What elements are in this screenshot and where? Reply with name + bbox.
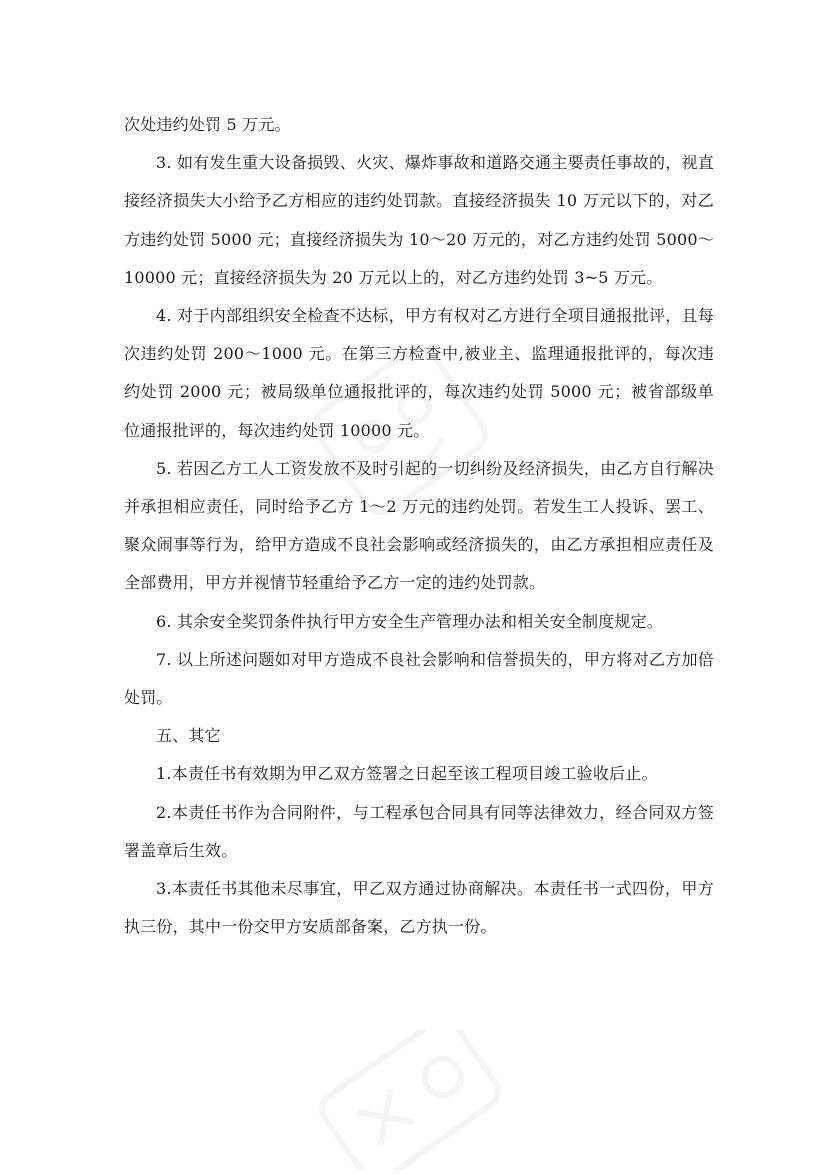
watermark-logo-lower (300, 1030, 520, 1170)
paragraph-other-3: 3.本责任书其他未尽事宜，甲乙双方通过协商解决。本责任书一式四份，甲方执三份，其中一份交甲方安质部备案，乙方执一份。 (124, 879, 714, 937)
paragraph-other-1: 1.本责任书有效期为甲乙双方签署之日起至该工程项目竣工验收后止。 (156, 764, 658, 784)
paragraph-item-4: 4. 对于内部组织安全检查不达标，甲方有权对乙方进行全项目通报批评，且每次违约处罚 200～1000 元。在第三方检查中,被业主、监理通报批评的，每次违约处罚 2000 元；被局级单位通报批评的，每次违约处罚 5000 元；被省部级单位通报批评的，每次违约处罚 10000 元。 (124, 306, 714, 440)
section-heading-other: 五、其它 (156, 726, 221, 746)
paragraph-other-2: 2.本责任书作为合同附件，与工程承包合同具有同等法律效力，经合同双方签署盖章后生效。 (124, 802, 714, 860)
document-body (124, 106, 714, 946)
paragraph-item-6: 6. 其余安全奖罚条件执行甲方安全生产管理办法和相关安全制度规定。 (156, 611, 663, 631)
paragraph-continuation: 次处违约处罚 5 万元。 (124, 115, 291, 134)
paragraph-item-7: 7. 以上所述问题如对甲方造成不良社会影响和信誉损失的，甲方将对乙方加倍处罚。 (124, 649, 714, 708)
paragraph-item-5: 5. 若因乙方工人工资发放不及时引起的一切纠纷及经济损失，由乙方自行解决并承担相应责任，同时给予乙方 1～2 万元的违约处罚。若发生工人投诉、罢工、聚众闹事等行为，给甲方造成不良社会影响或经济损失的，由乙方承担相应责任及全部费用，甲方并视情节轻重给予乙方一定的违约处罚款。 (124, 458, 714, 593)
paragraph-item-3: 3. 如有发生重大设备损毁、火灾、爆炸事故和道路交通主要责任事故的，视直接经济损失大小给予乙方相应的违约处罚款。直接经济损失 10 万元以下的，对乙方违约处罚 5000 元；直接经济损失为 10～20 万元的，对乙方违约处罚 5000～10000 元；直接经济损失为 20 万元以上的，对乙方违约处罚 3~5 万元。 (124, 153, 714, 287)
